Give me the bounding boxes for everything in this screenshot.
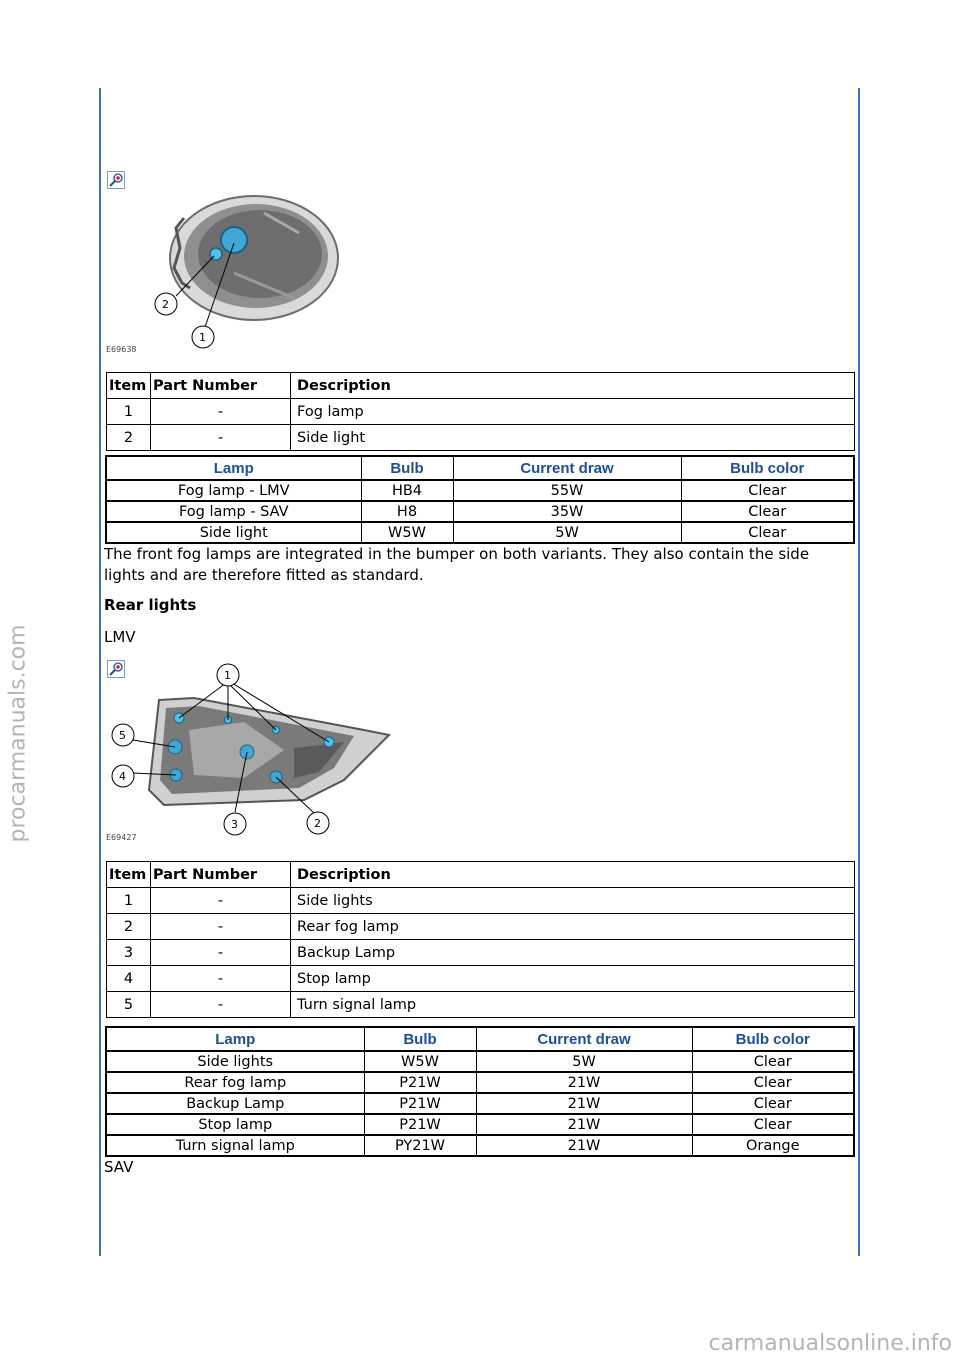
lmv-label: LMV [104,628,136,646]
color-cell: Clear [692,1114,854,1135]
lamp-cell: Stop lamp [106,1114,364,1135]
part-cell: - [151,966,291,992]
lamp-cell: Side light [106,522,361,543]
table-row [106,1051,854,1072]
fog-lamp-illustration [104,188,354,358]
color-cell: Clear [681,480,854,501]
draw-cell: 35W [453,501,681,522]
lamp-cell: Turn signal lamp [106,1135,364,1156]
rear-callout-3: 3 [231,818,238,831]
description-cell: Rear fog lamp [291,914,855,940]
rear-callout-2: 2 [314,817,321,830]
color-cell: Clear [692,1072,854,1093]
draw-cell: 21W [476,1072,692,1093]
draw-cell: 55W [453,480,681,501]
bulb-cell: W5W [361,522,453,543]
table-row [107,940,855,966]
table-row [106,501,854,522]
draw-cell: 5W [453,522,681,543]
part-cell: - [151,399,291,425]
item-header: Item [107,862,151,888]
item-cell: 2 [107,914,151,940]
lamp-cell: Side lights [106,1051,364,1072]
part-cell: - [151,888,291,914]
description-cell: Backup Lamp [291,940,855,966]
table-header-row [107,862,855,888]
bulb-color-header: Bulb color [681,456,854,480]
bulb-header: Bulb [361,456,453,480]
left-margin-rule [99,88,101,1256]
fog-bulb-table [105,455,855,544]
item-cell: 1 [107,888,151,914]
bulb-cell: P21W [364,1093,476,1114]
sav-label: SAV [104,1158,134,1176]
bulb-cell: H8 [361,501,453,522]
table-row [107,425,855,451]
item-cell: 1 [107,399,151,425]
item-cell: 5 [107,992,151,1018]
part-cell: - [151,425,291,451]
draw-cell: 21W [476,1093,692,1114]
part-number-header: Part Number [151,862,291,888]
lamp-cell: Backup Lamp [106,1093,364,1114]
table-row [106,1072,854,1093]
part-cell: - [151,940,291,966]
table-header-row [107,373,855,399]
color-cell: Clear [692,1051,854,1072]
color-cell: Clear [681,522,854,543]
bulb-cell: PY21W [364,1135,476,1156]
current-draw-header: Current draw [453,456,681,480]
fog-description-paragraph: The front fog lamps are integrated in the bumper on both variants. They also contain the side lights and are therefore fitted as standard. [104,545,810,584]
part-cell: - [151,992,291,1018]
table-row [106,1114,854,1135]
zoom-icon[interactable] [107,171,125,189]
side-watermark [0,0,38,1358]
rear-callout-5: 5 [119,729,126,742]
description-cell: Turn signal lamp [291,992,855,1018]
lamp-cell: Rear fog lamp [106,1072,364,1093]
description-header: Description [291,373,855,399]
draw-cell: 21W [476,1135,692,1156]
lamp-cell: Fog lamp - LMV [106,480,361,501]
rear-bulb-table [105,1026,855,1157]
table-row [107,914,855,940]
lamp-header: Lamp [106,1027,364,1051]
bulb-cell: P21W [364,1114,476,1135]
bulb-color-header: Bulb color [692,1027,854,1051]
rear-figure-code: E69427 [106,833,137,842]
table-row [107,992,855,1018]
rear-lights-heading: Rear lights [104,596,197,614]
table-row [107,888,855,914]
description-cell: Side light [291,425,855,451]
color-cell: Clear [681,501,854,522]
draw-cell: 5W [476,1051,692,1072]
table-row [106,522,854,543]
item-cell: 4 [107,966,151,992]
bulb-header: Bulb [364,1027,476,1051]
fog-callout-1: 1 [199,331,206,344]
part-number-header: Part Number [151,373,291,399]
table-row [107,399,855,425]
item-header: Item [107,373,151,399]
description-header: Description [291,862,855,888]
lamp-cell: Fog lamp - SAV [106,501,361,522]
description-cell: Fog lamp [291,399,855,425]
bulb-cell: HB4 [361,480,453,501]
table-header-row [106,1027,854,1051]
item-cell: 2 [107,425,151,451]
part-cell: - [151,914,291,940]
fog-figure-code: E69638 [106,345,137,354]
color-cell: Orange [692,1135,854,1156]
fog-callout-2: 2 [162,298,169,311]
lamp-header: Lamp [106,456,361,480]
bulb-cell: P21W [364,1072,476,1093]
table-header-row [106,456,854,480]
rear-lamp-illustration [104,660,404,845]
current-draw-header: Current draw [476,1027,692,1051]
rear-item-table [106,861,855,1018]
rear-callout-4: 4 [119,770,126,783]
description-cell: Side lights [291,888,855,914]
draw-cell: 21W [476,1114,692,1135]
table-row [106,1135,854,1156]
right-margin-rule [858,88,860,1256]
bulb-cell: W5W [364,1051,476,1072]
table-row [106,1093,854,1114]
side-watermark-text: procarmanuals.com [5,624,31,843]
color-cell: Clear [692,1093,854,1114]
description-cell: Stop lamp [291,966,855,992]
item-cell: 3 [107,940,151,966]
bottom-watermark: carmanualsonline.info [708,1331,952,1356]
table-row [106,480,854,501]
table-row [107,966,855,992]
rear-callout-1: 1 [224,669,231,682]
fog-item-table [106,372,855,451]
